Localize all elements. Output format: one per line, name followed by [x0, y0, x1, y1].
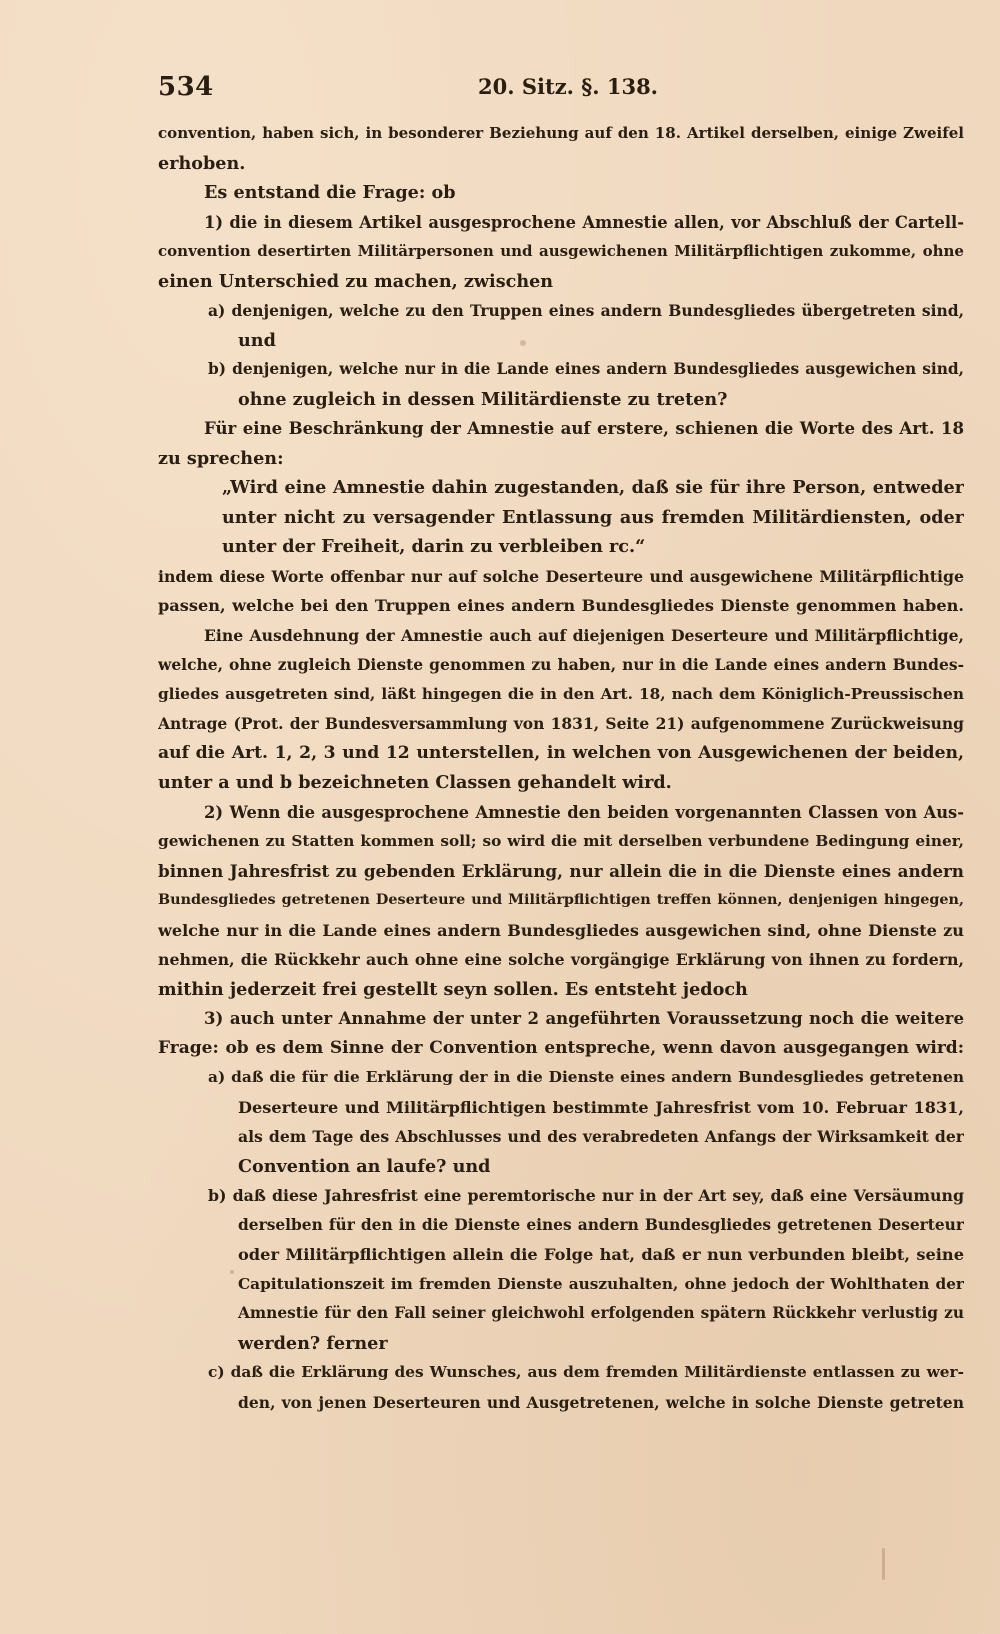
paper-stain — [230, 1270, 234, 1274]
text-line: welche, ohne zugleich Dienste genommen zu haben, nur in die Lande eines andern Bundes- — [158, 655, 964, 674]
text-line: 1) die in diesem Artikel ausgesprochene Amnestie allen, vor Abschluß der Cartell- — [204, 212, 964, 232]
text-line: Deserteure und Militärpflichtigen bestimmte Jahresfrist vom 10. Februar 1831, — [238, 1097, 964, 1117]
text-line: 3) auch unter Annahme der unter 2 angeführten Voraussetzung noch die weitere — [204, 1008, 964, 1028]
text-line: 2) Wenn die ausgesprochene Amnestie den beiden vorgenannten Classen von Aus- — [204, 802, 964, 822]
page-header — [158, 72, 960, 102]
text-line: passen, welche bei den Truppen eines andern Bundesgliedes Dienste genommen haben. — [158, 596, 964, 615]
text-line: Convention an laufe? und — [238, 1155, 491, 1177]
text-line: mithin jederzeit frei gestellt seyn sollen. Es entsteht jedoch — [158, 978, 748, 1000]
text-line: Eine Ausdehnung der Amnestie auch auf diejenigen Deserteure und Militärpflichtige, — [204, 625, 964, 645]
text-line: welche nur in die Lande eines andern Bundesgliedes ausgewichen sind, ohne Dienste zu — [158, 920, 964, 940]
text-line: convention, haben sich, in besonderer Beziehung auf den 18. Artikel derselben, einige Zweifel — [158, 124, 964, 142]
text-line: Bundesgliedes getretenen Deserteure und Militärpflichtigen treffen können, denjenigen hingegen, — [158, 892, 964, 908]
text-line: oder Militärpflichtigen allein die Folge hat, daß er nun verbunden bleibt, seine — [238, 1245, 964, 1264]
text-line: nehmen, die Rückkehr auch ohne eine solche vorgängige Erklärung von ihnen zu fordern, — [158, 950, 964, 969]
page-number: 534 — [158, 72, 214, 102]
paper-stain — [882, 1548, 885, 1580]
text-line: unter der Freiheit, darin zu verbleiben rc.“ — [222, 536, 646, 557]
text-line: ohne zugleich in dessen Militärdienste zu treten? — [238, 388, 728, 410]
text-line: erhoben. — [158, 152, 246, 174]
text-line: c) daß die Erklärung des Wunsches, aus dem fremden Militärdienste entlassen zu wer- — [208, 1363, 964, 1381]
text-line: b) denjenigen, welche nur in die Lande eines andern Bundesgliedes ausgewichen sind, — [208, 360, 964, 378]
body-text — [158, 119, 964, 1417]
text-line: derselben für den in die Dienste eines andern Bundesgliedes getretenen Deserteur — [238, 1215, 964, 1234]
text-line: unter nicht zu versagender Entlassung aus fremden Militärdiensten, oder — [222, 506, 964, 528]
text-line: Antrage (Prot. der Bundesversammlung von 1831, Seite 21) aufgenommene Zurückweisung — [158, 714, 964, 733]
text-line: Für eine Beschränkung der Amnestie auf erstere, schienen die Worte des Art. 18 — [204, 418, 964, 438]
text-line: auf die Art. 1, 2, 3 und 12 unterstellen, in welchen von Ausgewichenen der beiden, — [158, 742, 964, 763]
text-line: b) daß diese Jahresfrist eine peremtorische nur in der Art sey, daß eine Versäumung — [208, 1186, 964, 1205]
text-line: gliedes ausgetreten sind, läßt hingegen die in den Art. 18, nach dem Königlich-Preussischen — [158, 684, 964, 703]
text-line: Es entstand die Frage: ob — [204, 182, 456, 203]
text-line: Amnestie für den Fall seiner gleichwohl erfolgenden spätern Rückkehr verlustig zu — [238, 1304, 964, 1322]
text-line: den, von jenen Deserteuren und Ausgetretenen, welche in solche Dienste getreten — [238, 1392, 964, 1412]
text-line: binnen Jahresfrist zu gebenden Erklärung, nur allein die in die Dienste eines andern — [158, 860, 964, 881]
text-line: werden? ferner — [238, 1332, 388, 1354]
text-line: Frage: ob es dem Sinne der Convention entspreche, wenn davon ausgegangen wird: — [158, 1037, 964, 1058]
running-head: 20. Sitz. §. 138. — [478, 74, 658, 99]
text-line: zu sprechen: — [158, 447, 284, 469]
text-line: und — [238, 329, 276, 351]
text-line: a) denjenigen, welche zu den Truppen eines andern Bundesgliedes übergetreten sind, — [208, 301, 964, 320]
text-line: Capitulationszeit im fremden Dienste auszuhalten, ohne jedoch der Wohlthaten der — [238, 1274, 964, 1293]
text-line: einen Unterschied zu machen, zwischen — [158, 270, 554, 292]
text-line: als dem Tage des Abschlusses und des verabredeten Anfangs der Wirksamkeit der — [238, 1127, 964, 1146]
text-line: indem diese Worte offenbar nur auf solche Deserteure und ausgewichene Militärpflichtige — [158, 566, 964, 586]
text-line: gewichenen zu Statten kommen soll; so wird die mit derselben verbundene Bedingung einer, — [158, 832, 964, 850]
text-line: „Wird eine Amnestie dahin zugestanden, daß sie für ihre Person, entweder — [222, 477, 964, 498]
text-line: a) daß die für die Erklärung der in die Dienste eines andern Bundesgliedes getretenen — [208, 1068, 964, 1086]
text-line: convention desertirten Militärpersonen und ausgewichenen Militärpflichtigen zukomme, ohne — [158, 242, 964, 260]
text-line: unter a und b bezeichneten Classen gehandelt wird. — [158, 772, 672, 793]
paper-stain — [520, 340, 526, 346]
